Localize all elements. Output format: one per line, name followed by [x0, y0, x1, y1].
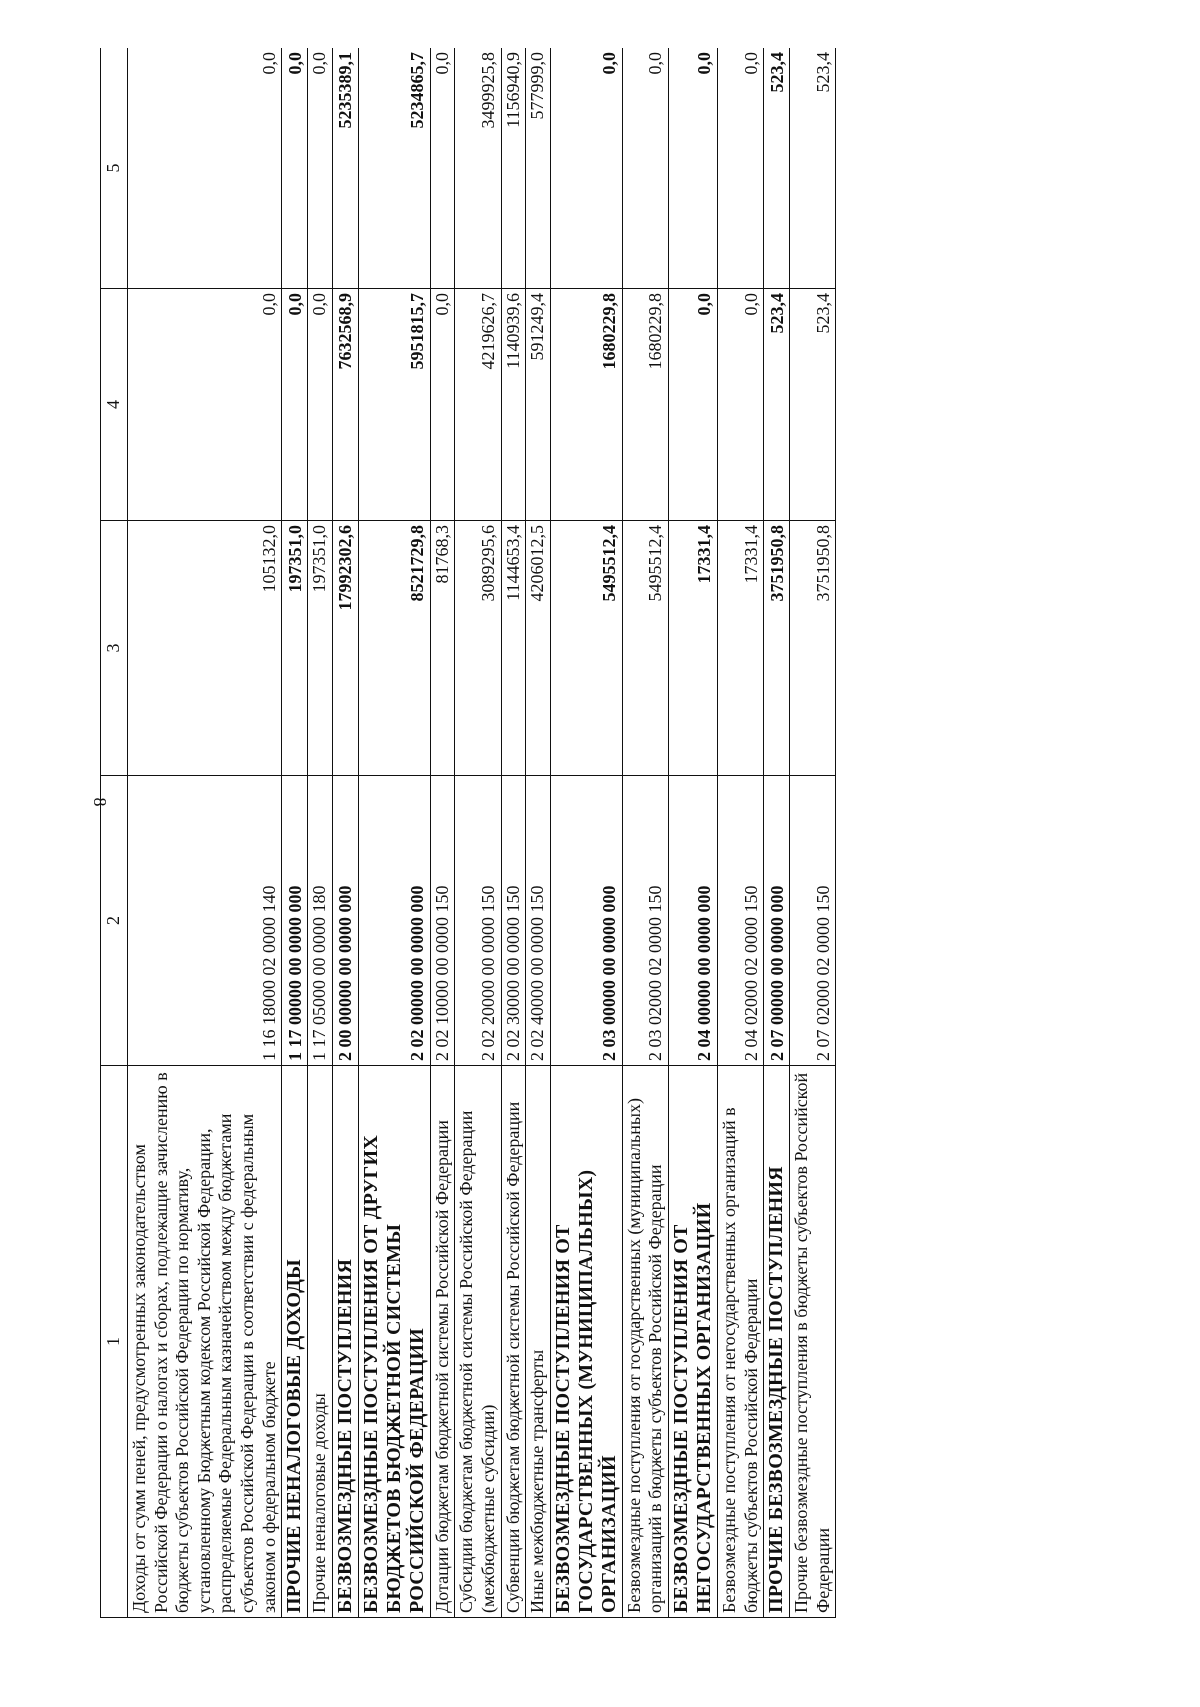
table-row: [622, 48, 668, 1618]
row-value-col5: 0,0: [128, 48, 282, 289]
column-number-row: [101, 48, 128, 1618]
row-value-col5: 523,4: [790, 48, 836, 289]
row-value-col4: 5951815,7: [358, 289, 430, 521]
row-value-col4: 7632568,9: [332, 289, 358, 521]
table-row: [282, 48, 308, 1618]
row-value-col5: 3499925,8: [455, 48, 501, 289]
row-name-cell: Субвенции бюджетам бюджетной системы Российской Федерации: [501, 1066, 526, 1618]
table-row: [526, 48, 551, 1618]
row-code-cell: 1 17 00000 00 0000 000: [282, 776, 308, 1066]
row-value-col5: 1156940,9: [501, 48, 526, 289]
row-value-col3: 5495512,4: [550, 521, 622, 776]
row-value-col3: 4206012,5: [526, 521, 551, 776]
row-name-cell: Безвозмездные поступления от негосударственных организаций в бюджеты субъектов Российской Федерации: [717, 1066, 763, 1618]
row-value-col3: 17992302,6: [332, 521, 358, 776]
row-value-col4: 1680229,8: [622, 289, 668, 521]
row-value-col4: 0,0: [430, 289, 455, 521]
column-header-5: 5: [101, 48, 128, 289]
row-value-col4: 1140939,6: [501, 289, 526, 521]
row-value-col3: 5495512,4: [622, 521, 668, 776]
row-name-cell: ПРОЧИЕ БЕЗВОЗМЕЗДНЫЕ ПОСТУПЛЕНИЯ: [764, 1066, 790, 1618]
row-name-cell: Дотации бюджетам бюджетной системы Российской Федерации: [430, 1066, 455, 1618]
row-value-col5: 0,0: [622, 48, 668, 289]
row-name-cell: Субсидии бюджетам бюджетной системы Российской Федерации (межбюджетные субсидии): [455, 1066, 501, 1618]
column-header-4: 4: [101, 289, 128, 521]
row-code-cell: 2 07 02000 02 0000 150: [790, 776, 836, 1066]
column-header-2: 2: [101, 776, 128, 1066]
table-row: [358, 48, 430, 1618]
table-row: [308, 48, 333, 1618]
table-row: [128, 48, 282, 1618]
row-code-cell: 2 02 00000 00 0000 000: [358, 776, 430, 1066]
row-code-cell: 2 02 10000 00 0000 150: [430, 776, 455, 1066]
table-row: [764, 48, 790, 1618]
row-value-col4: 0,0: [717, 289, 763, 521]
row-value-col3: 3089295,6: [455, 521, 501, 776]
row-value-col5: 0,0: [668, 48, 717, 289]
table-row: [717, 48, 763, 1618]
row-value-col4: 0,0: [308, 289, 333, 521]
row-value-col3: 1144653,4: [501, 521, 526, 776]
row-name-cell: БЕЗВОЗМЕЗДНЫЕ ПОСТУПЛЕНИЯ: [332, 1066, 358, 1618]
row-value-col5: 0,0: [550, 48, 622, 289]
column-header-1: 1: [101, 1066, 128, 1618]
row-name-cell: Прочие неналоговые доходы: [308, 1066, 333, 1618]
row-code-cell: 2 02 20000 00 0000 150: [455, 776, 501, 1066]
row-code-cell: 2 02 30000 00 0000 150: [501, 776, 526, 1066]
row-value-col4: 0,0: [128, 289, 282, 521]
row-code-cell: 2 04 00000 00 0000 000: [668, 776, 717, 1066]
row-value-col4: 1680229,8: [550, 289, 622, 521]
row-code-cell: 2 03 02000 02 0000 150: [622, 776, 668, 1066]
row-code-cell: 2 07 00000 00 0000 000: [764, 776, 790, 1066]
row-value-col5: 0,0: [282, 48, 308, 289]
row-code-cell: 2 03 00000 00 0000 000: [550, 776, 622, 1066]
row-name-cell: Безвозмездные поступления от государственных (муниципальных) организаций в бюджеты субъектов Российской Федерации: [622, 1066, 668, 1618]
row-value-col5: 0,0: [717, 48, 763, 289]
row-code-cell: 2 04 02000 02 0000 150: [717, 776, 763, 1066]
row-value-col4: 0,0: [668, 289, 717, 521]
row-value-col4: 4219626,7: [455, 289, 501, 521]
table-row: [790, 48, 836, 1618]
row-value-col3: 81768,3: [430, 521, 455, 776]
row-value-col3: 17331,4: [668, 521, 717, 776]
table-row: [501, 48, 526, 1618]
row-value-col3: 3751950,8: [764, 521, 790, 776]
row-value-col5: 577999,0: [526, 48, 551, 289]
row-name-cell: ПРОЧИЕ НЕНАЛОГОВЫЕ ДОХОДЫ: [282, 1066, 308, 1618]
row-value-col4: 523,4: [790, 289, 836, 521]
row-name-cell: Доходы от сумм пеней, предусмотренных законодательством Российской Федерации о налогах и сборах, подлежащие зачислению в бюджеты субъектов Российской Федерации по нормативу, установленному Бюджетным кодексом Российской Федерации, распределяемые Федеральным казначейством между бюджетами субъектов Российской Федерации в соответствии с федеральным законом о федеральном бюджете: [128, 1066, 282, 1618]
row-name-cell: Иные межбюджетные трансферты: [526, 1066, 551, 1618]
table-row: [332, 48, 358, 1618]
table-body: [128, 48, 836, 1618]
revenue-table: [100, 48, 836, 1618]
row-value-col5: 523,4: [764, 48, 790, 289]
row-value-col5: 5235389,1: [332, 48, 358, 289]
rotated-table-wrapper: [100, 48, 1140, 1618]
row-value-col3: 17331,4: [717, 521, 763, 776]
row-code-cell: 1 16 18000 02 0000 140: [128, 776, 282, 1066]
row-value-col4: 0,0: [282, 289, 308, 521]
row-name-cell: БЕЗВОЗМЕЗДНЫЕ ПОСТУПЛЕНИЯ ОТ ДРУГИХ БЮДЖЕТОВ БЮДЖЕТНОЙ СИСТЕМЫ РОССИЙСКОЙ ФЕДЕРАЦИИ: [358, 1066, 430, 1618]
row-value-col4: 523,4: [764, 289, 790, 521]
row-code-cell: 1 17 05000 00 0000 180: [308, 776, 333, 1066]
document-sheet: [100, 48, 1140, 1618]
column-header-3: 3: [101, 521, 128, 776]
row-value-col5: 5234865,7: [358, 48, 430, 289]
row-value-col3: 197351,0: [308, 521, 333, 776]
row-name-cell: БЕЗВОЗМЕЗДНЫЕ ПОСТУПЛЕНИЯ ОТ НЕГОСУДАРСТВЕННЫХ ОРГАНИЗАЦИЙ: [668, 1066, 717, 1618]
row-code-cell: 2 00 00000 00 0000 000: [332, 776, 358, 1066]
row-code-cell: 2 02 40000 00 0000 150: [526, 776, 551, 1066]
page-number: 8: [90, 797, 110, 807]
row-value-col3: 3751950,8: [790, 521, 836, 776]
table-row: [668, 48, 717, 1618]
row-value-col5: 0,0: [430, 48, 455, 289]
table-row: [550, 48, 622, 1618]
table-row: [455, 48, 501, 1618]
row-name-cell: Прочие безвозмездные поступления в бюджеты субъектов Российской Федерации: [790, 1066, 836, 1618]
row-value-col4: 591249,4: [526, 289, 551, 521]
row-value-col3: 105132,0: [128, 521, 282, 776]
table-row: [430, 48, 455, 1618]
row-value-col3: 8521729,8: [358, 521, 430, 776]
row-value-col5: 0,0: [308, 48, 333, 289]
row-name-cell: БЕЗВОЗМЕЗДНЫЕ ПОСТУПЛЕНИЯ ОТ ГОСУДАРСТВЕННЫХ (МУНИЦИПАЛЬНЫХ) ОРГАНИЗАЦИЙ: [550, 1066, 622, 1618]
row-value-col3: 197351,0: [282, 521, 308, 776]
